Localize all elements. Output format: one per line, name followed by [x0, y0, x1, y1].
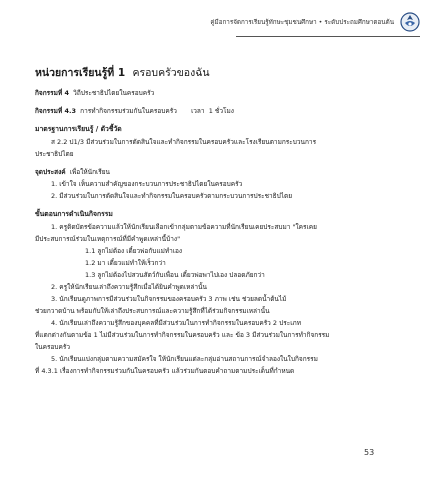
sub-item: 1.3 ลูกไม่ต้องไปสวนสัตว์กับเพื่อน เดี๋ยวพ่อพาไปเอง ปลอดภัยกว่า — [85, 271, 265, 279]
unit-label: หน่วยการเรียนรู้ที่ 1 — [35, 67, 126, 79]
header-divider — [236, 36, 420, 37]
standards-text-line2: ประชาธิปไตย — [35, 150, 74, 158]
objectives-label: จุดประสงค์ — [35, 168, 66, 176]
step1-line2: มีประสบการณ์ร่วมในเหตุการณ์ที่มีคำพูดเหล่านี้บ้าง" — [35, 235, 181, 243]
activity-title: วิถีประชาธิปไตยในครอบครัว — [73, 89, 155, 97]
step4-line3: ในครอบครัว — [35, 343, 70, 351]
activity-label: กิจกรรมที่ 4 — [35, 89, 70, 97]
procedure-heading: ขั้นตอนการดำเนินกิจกรรม — [35, 210, 113, 218]
page-number: 53 — [364, 448, 375, 457]
step5-line2: ที่ 4.3.1 เรื่องการทำกิจกรรมร่วมกันในครอบครัว แล้วร่วมกันตอบคำถามตามประเด็นที่กำหนด — [35, 367, 295, 375]
institution-seal-icon — [400, 12, 420, 32]
sub-item: 1.1 ลูกไม่ต้อง เดี๋ยวพ่อกับแม่ทำเอง — [85, 247, 183, 255]
step2: 2. ครูให้นักเรียนเล่าถึงความรู้สึกเมื่อได้ยินคำพูดเหล่านั้น — [51, 283, 207, 291]
step3-line2: ช่วยกวาดบ้าน พร้อมกับให้เล่าถึงประสบการณ์และความรู้สึกที่ได้ร่วมกิจกรรมเหล่านั้น — [35, 307, 270, 315]
objectives-intro: เพื่อให้นักเรียน — [69, 168, 110, 176]
page-header — [150, 10, 420, 34]
standards-text-line1: ส 2.2 ป1/3 มีส่วนร่วมในการตัดสินใจและทำกิจกรรมในครอบครัวและโรงเรียนตามกระบวนการ — [51, 138, 317, 146]
step5-line1: 5. นักเรียนแบ่งกลุ่มตามความสมัครใจ ให้นักเรียนแต่ละกลุ่มอ่านสถานการณ์จำลองในใบกิจกรรม — [51, 355, 318, 363]
subactivity-title: การทำกิจกรรมร่วมกันในครอบครัว — [80, 107, 177, 115]
time-value: 1 ชั่วโมง — [208, 107, 234, 115]
sub-item: 1.2 มา เดี๋ยวแม่ทำให้เร็วกว่า — [85, 259, 166, 267]
subactivity-label: กิจกรรมที่ 4.3 — [35, 107, 77, 115]
objectives-heading — [35, 166, 390, 178]
page-body — [35, 66, 390, 377]
step4-line2: ที่แตกต่างกันตามข้อ 1 ไม่มีส่วนร่วมในการทำกิจกรรมในครอบครัว และ ข้อ 3 มีส่วนร่วมในการทำกิจกรรม — [35, 331, 330, 339]
header-title: คู่มือการจัดการเรียนรู้ทักษะชุมชนศึกษา • ระดับประถมศึกษาตอนต้น — [210, 19, 394, 26]
step4-line1: 4. นักเรียนเล่าถึงความรู้สึกของบุคคลที่มีส่วนร่วมในการทำกิจกรรมในครอบครัว 2 ประเภท — [51, 319, 302, 327]
subactivity-heading — [35, 105, 390, 117]
unit-heading — [35, 66, 390, 80]
step3-line1: 3. นักเรียนดูภาพการมีส่วนร่วมในกิจกรรมของครอบครัว 3 ภาพ เช่น ช่วยลดน้ำต้นไม้ — [51, 295, 287, 303]
time-label: เวลา — [191, 107, 205, 115]
step1-line1: 1. ครูติดบัตรข้อความแล้วให้นักเรียนเลือกเข้ากลุ่มตามข้อความที่นักเรียนเคยประสบมา "ใครเคย — [51, 223, 317, 231]
objective-item: 2. มีส่วนร่วมในการตัดสินใจและทำกิจกรรมในครอบครัวตามกระบวนการประชาธิปไตย — [51, 192, 293, 200]
objective-item: 1. เข้าใจ เห็นความสำคัญของกระบวนการประชาธิปไตยในครอบครัว — [51, 180, 243, 188]
unit-title: ครอบครัวของฉัน — [132, 67, 210, 79]
activity-heading — [35, 87, 390, 99]
standards-heading: มาตรฐานการเรียนรู้ / ตัวชี้วัด — [35, 125, 122, 133]
